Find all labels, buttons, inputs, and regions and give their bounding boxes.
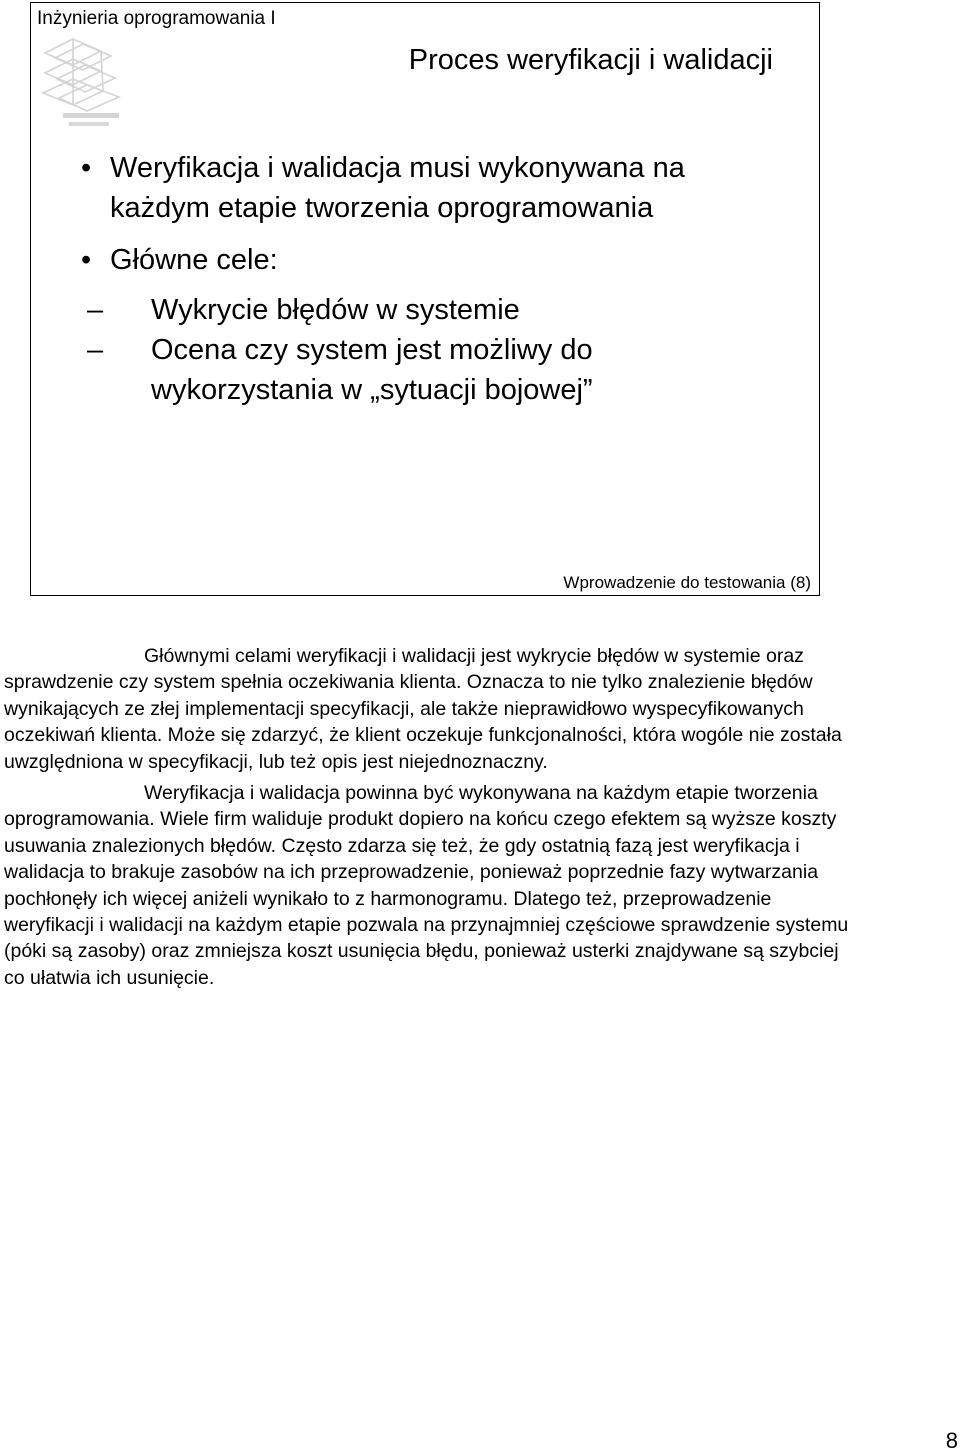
sub-bullet-item (87, 330, 781, 410)
notes-paragraph: Głównymi celami weryfikacji i walidacji jest wykrycie błędów w systemie oraz sprawdzenie czy system spełnia oczekiwania klienta. Oznacza to nie tylko znalezienie błędów wynikających ze złej implementacji specyfikacji, ale także nieprawidłowo wyspecyfikowanych oczekiwań klienta. Może się zdarzyć, że klient oczekuje funkcjonalności, która wogóle nie została uwzględniona w specyfikacji, lub też opis jest niejednoznaczny. (4, 645, 842, 773)
notes-paragraph: Weryfikacja i walidacja powinna być wykonywana na każdym etapie tworzenia oprogramowania. Wiele firm waliduje produkt dopiero na końcu czego efektem są wyższe koszty usuwania znalezionych błędów. Często zdarza się też, że gdy ostatnią fazą jest weryfikacja i walidacja to brakuje zasobów na ich przeprowadzenie, ponieważ poprzednie fazy wytwarzania pochłonęły ich więcej aniżeli wynikało to z harmonogramu. Dlatego też, przeprowadzenie weryfikacji i walidacji na każdym etapie pozwala na przynajmniej częściowe sprawdzenie systemu (póki są zasoby) oraz zmniejsza koszt usunięcia błędu, ponieważ usterki znajdywane są szybciej co ułatwia ich usunięcie. (4, 782, 849, 989)
sub-bullet-text: Ocena czy system jest możliwy do wykorzystania w „sytuacji bojowej” (151, 334, 593, 406)
sub-bullet-item (87, 290, 781, 330)
watermark-logo (35, 33, 129, 133)
sub-bullet-marker: – (87, 294, 104, 326)
sub-bullet-list (87, 290, 781, 410)
bullet-marker: • (81, 152, 92, 184)
bullet-marker: • (81, 244, 92, 276)
course-name: Inżynieria oprogramowania I (37, 8, 276, 29)
sub-bullet-text: Wykrycie błędów w systemie (151, 294, 520, 326)
bullet-text: Główne cele: (110, 244, 278, 276)
notes-section (4, 643, 854, 991)
bullet-item (81, 148, 781, 228)
page-number: 8 (945, 1428, 958, 1453)
slide-title: Proces weryfikacji i walidacji (408, 44, 773, 76)
sub-bullet-marker: – (87, 334, 104, 366)
bullet-text: Weryfikacja i walidacja musi wykonywana na każdym etapie tworzenia oprogramowania (110, 152, 685, 224)
slide-frame (30, 2, 820, 596)
bullet-item (81, 240, 781, 410)
slide-footer: Wprowadzenie do testowania (8) (563, 573, 811, 592)
bullet-list (81, 148, 781, 422)
